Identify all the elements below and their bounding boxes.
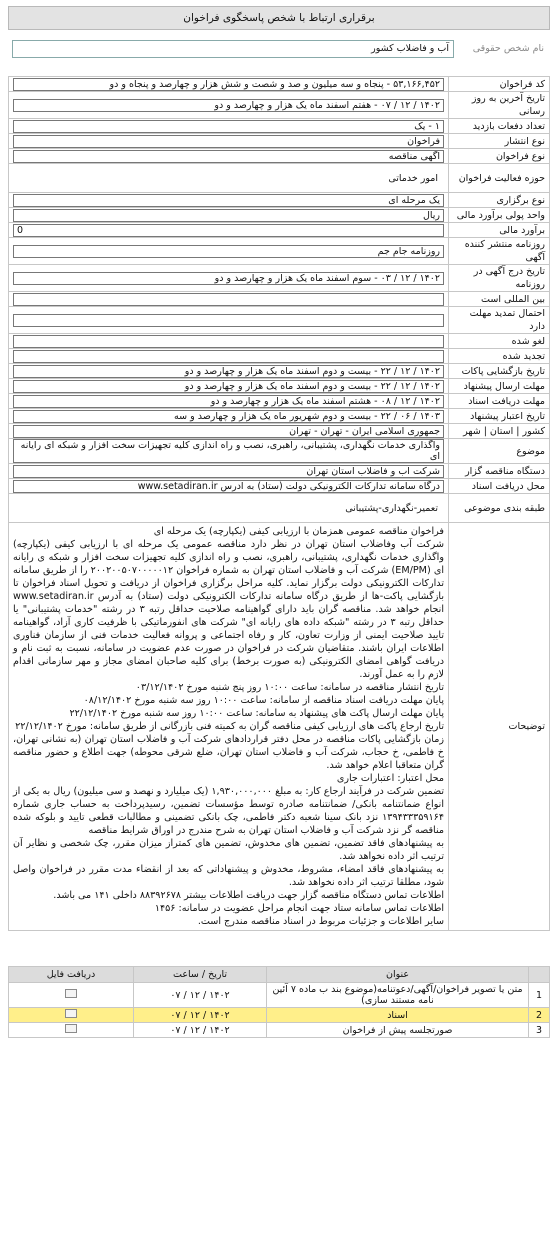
- info-value-cell: [9, 92, 449, 119]
- description-paragraph: اطلاعات تماس سامانه ستاد جهت انجام مراحل عضویت در سامانه: ۱۴۵۶: [154, 903, 444, 914]
- info-value-cell: [9, 364, 449, 379]
- info-value-cell: [9, 292, 449, 307]
- info-value: ۱۴۰۲ / ۱۲ / ۰۷ - هفتم اسفند ماه یک هزار و چهارصد و دو: [13, 99, 444, 112]
- info-label: لغو شده: [449, 334, 550, 349]
- info-label: محل دریافت اسناد: [449, 479, 550, 494]
- description-paragraph: اطلاعات تماس دستگاه مناقصه گزار جهت دریافت اطلاعات بیشتر ۸۸۳۹۲۶۷۸ داخلی ۱۴۱ می باشد.: [53, 890, 444, 901]
- info-row: [9, 479, 550, 494]
- file-title: متن یا تصویر فراخوان/آگهی/دعوتنامه(موضوع بند ب ماده ۷ آئین نامه مستند سازی): [267, 983, 529, 1008]
- description-paragraph: به پیشنهادهای فاقد تضمین، تضمین های مخدوش، تضمین های کمتراز میزان مقرر، چک شخصی و نظایر آن ترتیب اثر داده نخواهد شد.: [13, 838, 444, 862]
- info-label: موضوع: [449, 439, 550, 464]
- info-label: تاریخ اعتبار پیشنهاد: [449, 409, 550, 424]
- info-value-cell: [9, 208, 449, 223]
- file-date: ۱۴۰۲ / ۱۲ / ۰۷: [134, 983, 267, 1008]
- files-table: [8, 966, 550, 1038]
- info-row: [9, 364, 550, 379]
- description-paragraph: تاریخ انتشار مناقصه در سامانه: ساعت ۱۰:۰۰ روز پنج شنبه مورخ ۰۳/۱۲/۱۴۰۲: [135, 682, 444, 693]
- info-value: ۱۴۰۳ / ۰۶ / ۲۲ - بیست و دوم شهریور ماه یک هزار و چهارصد و سه: [13, 410, 444, 423]
- info-value-cell: [9, 164, 449, 193]
- info-row: [9, 409, 550, 424]
- info-value-cell: [9, 77, 449, 92]
- organization-field[interactable]: آب و فاضلاب کشور: [12, 40, 454, 58]
- info-row: [9, 379, 550, 394]
- info-value-cell: [9, 424, 449, 439]
- info-value: [13, 350, 444, 363]
- organization-row: [8, 38, 550, 62]
- description-paragraph: فراخوان مناقصه عمومی همزمان با ارزیابی کیفی (یکپارچه) یک مرحله ای: [153, 526, 444, 537]
- info-row: [9, 238, 550, 265]
- info-value: [13, 293, 444, 306]
- info-row: [9, 92, 550, 119]
- info-value-cell: [9, 439, 449, 464]
- info-value-cell: [9, 134, 449, 149]
- info-value-cell: [9, 238, 449, 265]
- info-label: حوزه فعالیت فراخوان: [449, 164, 550, 193]
- file-title: اسناد: [267, 1008, 529, 1023]
- file-download-cell: [9, 1023, 134, 1038]
- tender-info-table: [8, 76, 550, 931]
- info-value: شرکت آب و فاضلاب استان تهران: [13, 465, 444, 478]
- info-label: مهلت ارسال پیشنهاد: [449, 379, 550, 394]
- info-label: نوع انتشار: [449, 134, 550, 149]
- info-row: [9, 265, 550, 292]
- info-row: [9, 164, 550, 193]
- info-value: واگذاری خدمات نگهداری، پشتیبانی، راهبری، نصب و راه اندازی کلیه تجهیزات سخت افزار و شبکه ای رایانه ای: [13, 439, 444, 463]
- info-value: تعمیر-نگهداری-پشتیبانی: [345, 502, 438, 514]
- info-value: فراخوان: [13, 135, 444, 148]
- description-text: [9, 523, 449, 931]
- info-label: تعداد دفعات بازدید: [449, 119, 550, 134]
- file-title: صورتجلسه پیش از فراخوان: [267, 1023, 529, 1038]
- info-label: نوع برگزاری: [449, 193, 550, 208]
- file-index: 2: [529, 1008, 550, 1023]
- document-download-icon[interactable]: [65, 1009, 77, 1018]
- info-value: ۱۴۰۲ / ۱۲ / ۰۳ - سوم اسفند ماه یک هزار و چهارصد و دو: [13, 272, 444, 285]
- info-value-cell: [9, 379, 449, 394]
- description-paragraph: سایر اطلاعات و جزئیات مربوط در اسناد مناقصه مندرج است.: [197, 916, 444, 927]
- info-value: درگاه سامانه تدارکات الکترونیکی دولت (ستاد) به آدرس www.setadiran.ir: [13, 480, 444, 493]
- info-row: [9, 424, 550, 439]
- info-value-cell: [9, 394, 449, 409]
- info-value: امور خدماتی: [388, 172, 438, 184]
- files-header-index: [529, 967, 550, 983]
- info-value-cell: [9, 494, 449, 523]
- info-label: طبقه بندی موضوعی: [449, 494, 550, 523]
- info-value: آگهی مناقصه: [13, 150, 444, 163]
- info-value: یک مرحله ای: [13, 194, 444, 207]
- organization-label: نام شخص حقوقی: [472, 43, 544, 54]
- info-row: [9, 119, 550, 134]
- info-row: [9, 77, 550, 92]
- file-row: [9, 1008, 550, 1023]
- info-label: احتمال تمدید مهلت دارد: [449, 307, 550, 334]
- description-label: توضیحات: [449, 523, 550, 931]
- info-label: تجدید شده: [449, 349, 550, 364]
- description-row: [9, 523, 550, 931]
- info-row: [9, 334, 550, 349]
- description-paragraph: پایان مهلت ارسال پاکت های پیشنهاد به سامانه: ساعت ۱۰:۰۰ روز سه شنبه مورخ ۲۲/۱۲/۱۴۰۲: [69, 708, 444, 719]
- info-row: [9, 494, 550, 523]
- info-value: ۱۴۰۲ / ۱۲ / ۰۸ - هشتم اسفند ماه یک هزار و چهارصد و دو: [13, 395, 444, 408]
- info-value-cell: [9, 479, 449, 494]
- page-header: [8, 6, 550, 30]
- info-value: ۱۴۰۲ / ۱۲ / ۲۲ - بیست و دوم اسفند ماه یک هزار و چهارصد و دو: [13, 365, 444, 378]
- info-value-cell: [9, 334, 449, 349]
- info-row: [9, 134, 550, 149]
- file-date: ۱۴۰۲ / ۱۲ / ۰۷: [134, 1023, 267, 1038]
- description-paragraph: زمان بازگشایی پاکات مناقصه در محل دفتر قراردادهای شرکت آب و فاضلاب استان تهران (به نشانی تهران، خ فاطمی، خ حجاب، شرکت آب و فاضلاب استان تهران، ضلع شرقی محوطه) جهت اطلاع و حضور مناقصه گران متعاقبا اعلام خواهد شد.: [13, 734, 444, 771]
- description-paragraph: شرکت آب وفاضلاب استان تهران در نظر دارد مناقصه عمومی یک مرحله ای با ارزیابی کیفی (یکپارچه) واگذاری خدمات نگهداری، پشتیبانی، راهبری، نصب و راه اندازی کلیه تجهیزات سخت افزار و شبکه ی رایانه ای (EM/PM) شرکت آب و فاضلاب استان تهران به شماره فراخوان ۲۰۰۲۰۰۵۰۷۰۰۰۰۰۱۲ را از طریق سامانه تدارکات الکترونیکی دولت برگزار نماید. کلیه مراحل برگزاری فراخوان از دریافت و تحویل اسناد فراخوان تا بازگشایی پاکت-ها از طریق درگاه سامانه تدارکات الکترونیکی دولت (ستاد) به آدرس www.setadiran.ir انجام خواهد شد. مناقصه گران باید دارای گواهینامه صلاحیت حداقل رتبه ۳ در رشته "خدمات پشتیبانی" یا حداقل رتبه ۳ در رشته "شبکه داده های رایانه ای" شرکت های انفورماتیکی با ظرفیت کاری آزاد، گواهینامه تایید صلاحیت ایمنی از وزارت تعاون، کار و رفاه اجتماعی و پروانه فعالیت خدمات فنی از سازمان فناوری اطلاعات ایران باشند. متقاضیان شرکت در فراخوان در صورت عدم عضویت در سامانه، نسبت به ثبت نام و دریافت گواهی امضای الکترونیکی (به صورت برخط) برای کلیه صاحبان امضای مجاز و مهر سازمانی اقدام لازم را به عمل آورند.: [13, 539, 445, 680]
- info-label: کد فراخوان: [449, 77, 550, 92]
- file-row: [9, 1023, 550, 1038]
- info-row: [9, 223, 550, 238]
- description-paragraph: تاریخ ارجاع پاکت های ارزیابی کیفی مناقصه گران به کمیته فنی بازرگانی از طریق سامانه: مورخ ۲۲/۱۲/۱۴۰۲: [15, 721, 444, 732]
- description-paragraph: به پیشنهادهای فاقد امضاء، مشروط، مخدوش و پیشنهاداتی که بعد از انقضاء مدت مقرر در فراخوان واصل شود، مطلقا ترتیب اثر داده نخواهد شد.: [13, 864, 444, 888]
- info-row: [9, 349, 550, 364]
- info-value: [13, 314, 444, 327]
- description-paragraph: پایان مهلت دریافت اسناد مناقصه از سامانه: ساعت ۱۰:۰۰ روز سه شنبه مورخ ۰۸/۱۲/۱۴۰۲: [83, 695, 444, 706]
- info-value: ۵۳,۱۶۶,۴۵۲ - پنجاه و سه میلیون و صد و شصت و شش هزار و چهارصد و پنجاه و دو: [13, 78, 444, 91]
- files-header-download: دریافت فایل: [9, 967, 134, 983]
- files-header-row: [9, 967, 550, 983]
- info-label: نوع فراخوان: [449, 149, 550, 164]
- file-index: 1: [529, 983, 550, 1008]
- info-value-cell: [9, 349, 449, 364]
- file-index: 3: [529, 1023, 550, 1038]
- info-row: [9, 307, 550, 334]
- info-label: روزنامه منتشر کننده آگهی: [449, 238, 550, 265]
- info-value: ۱۴۰۲ / ۱۲ / ۲۲ - بیست و دوم اسفند ماه یک هزار و چهارصد و دو: [13, 380, 444, 393]
- files-header-date: تاریخ / ساعت: [134, 967, 267, 983]
- description-paragraph: محل اعتبار: اعتبارات جاری: [336, 773, 444, 784]
- info-row: [9, 208, 550, 223]
- file-download-cell: [9, 983, 134, 1008]
- info-label: تاریخ بازگشایی پاکات: [449, 364, 550, 379]
- info-value: ۱ - یک: [13, 120, 444, 133]
- info-value-cell: [9, 223, 449, 238]
- info-value-cell: [9, 193, 449, 208]
- info-value-cell: [9, 464, 449, 479]
- info-value: روزنامه جام جم: [13, 245, 444, 258]
- info-row: [9, 394, 550, 409]
- description-paragraph: تضمین شرکت در فرآیند ارجاع کار: به مبلغ ۱,۹۳۰,۰۰۰,۰۰۰ (یک میلیارد و نهصد و سی میلیون) ریال به یکی از انواع ضمانتنامه بانکی/ ضمانتنامه صادره توسط مؤسسات تضمین، رسیدپرداخت به حساب جاری شماره ۱۳۹۴۳۳۳۵۹۱۶۴ نزد بانک سینا شعبه دکتر فاطمی، چک بانکی تضمینی و مطالبات قطعی تایید و بلوکه شده مناقصه گر نزد شرکت آب و فاضلاب استان تهران به شرح مندرج در اوراق شرایط مناقصه: [13, 786, 444, 836]
- info-label: مهلت دریافت اسناد: [449, 394, 550, 409]
- info-value-cell: [9, 409, 449, 424]
- info-label: دستگاه مناقصه گزار: [449, 464, 550, 479]
- info-value-cell: [9, 119, 449, 134]
- info-label: برآورد مالی: [449, 223, 550, 238]
- info-row: [9, 193, 550, 208]
- info-value-cell: [9, 265, 449, 292]
- info-value: جمهوری اسلامی ایران - تهران - تهران: [13, 425, 444, 438]
- info-label: تاریخ درج آگهی در روزنامه: [449, 265, 550, 292]
- info-label: تاریخ آخرین به روز رسانی: [449, 92, 550, 119]
- file-row: [9, 983, 550, 1008]
- info-row: [9, 464, 550, 479]
- info-row: [9, 292, 550, 307]
- document-download-icon[interactable]: [65, 1024, 77, 1033]
- info-label: بین المللی است: [449, 292, 550, 307]
- info-value: 0: [13, 224, 444, 237]
- file-download-cell: [9, 1008, 134, 1023]
- info-label: واحد پولی برآورد مالی: [449, 208, 550, 223]
- info-row: [9, 439, 550, 464]
- info-value: ریال: [13, 209, 444, 222]
- info-label: کشور | استان | شهر: [449, 424, 550, 439]
- document-download-icon[interactable]: [65, 989, 77, 998]
- file-date: ۱۴۰۲ / ۱۲ / ۰۷: [134, 1008, 267, 1023]
- info-row: [9, 149, 550, 164]
- info-value-cell: [9, 149, 449, 164]
- files-header-title: عنوان: [267, 967, 529, 983]
- info-value: [13, 335, 444, 348]
- info-value-cell: [9, 307, 449, 334]
- header-title: برقراری ارتباط با شخص پاسخگوی فراخوان: [183, 12, 375, 24]
